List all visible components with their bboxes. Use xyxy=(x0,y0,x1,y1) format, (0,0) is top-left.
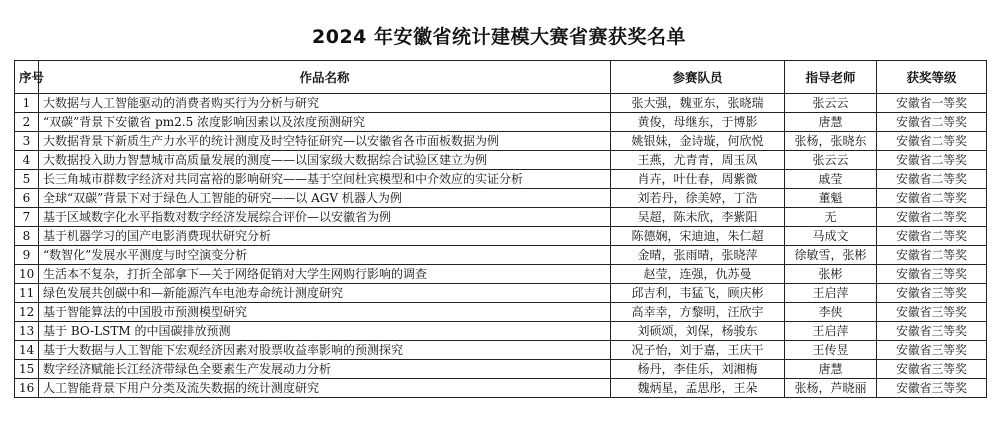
award-level: 安徽省一等奖 xyxy=(877,94,987,113)
team-members: 姚银妹，金诗璇，何欣悦 xyxy=(611,132,785,151)
award-level: 安徽省三等奖 xyxy=(877,379,987,398)
row-number: 9 xyxy=(15,246,39,265)
table-row xyxy=(15,322,987,341)
team-members: 王燕，尤青青，周玉凤 xyxy=(611,151,785,170)
table-row xyxy=(15,94,987,113)
award-level: 安徽省三等奖 xyxy=(877,265,987,284)
table-row xyxy=(15,341,987,360)
row-number: 10 xyxy=(15,265,39,284)
work-title: 人工智能背景下用户分类及流失数据的统计测度研究 xyxy=(39,379,611,398)
award-level: 安徽省三等奖 xyxy=(877,303,987,322)
award-level: 安徽省三等奖 xyxy=(877,341,987,360)
table-header-row xyxy=(15,61,987,94)
work-title: 基于区域数字化水平指数对数字经济发展综合评价—以安徽省为例 xyxy=(39,208,611,227)
award-level: 安徽省三等奖 xyxy=(877,360,987,379)
work-title: 绿色发展共创碳中和—新能源汽车电池寿命统计测度研究 xyxy=(39,284,611,303)
table-row xyxy=(15,208,987,227)
table-row xyxy=(15,246,987,265)
team-members: 肖卉，叶仕春，周紫微 xyxy=(611,170,785,189)
team-members: 黄俊，母继东，于博影 xyxy=(611,113,785,132)
work-title: 生活本不复杂，打折全部拿下—关于网络促销对大学生网购行影响的调查 xyxy=(39,265,611,284)
row-number: 6 xyxy=(15,189,39,208)
table-row xyxy=(15,227,987,246)
advisor-name: 李侠 xyxy=(785,303,877,322)
team-members: 况子怡，刘于嘉，王庆干 xyxy=(611,341,785,360)
team-members: 邱吉利，韦猛飞，顾庆彬 xyxy=(611,284,785,303)
row-number: 4 xyxy=(15,151,39,170)
row-number: 5 xyxy=(15,170,39,189)
award-level: 安徽省三等奖 xyxy=(877,322,987,341)
table-row xyxy=(15,151,987,170)
team-members: 高幸幸，方黎明，汪欣宇 xyxy=(611,303,785,322)
advisor-name: 王启萍 xyxy=(785,322,877,341)
advisor-name: 张杨，芦晓丽 xyxy=(785,379,877,398)
advisor-name: 王传昱 xyxy=(785,341,877,360)
table-row xyxy=(15,303,987,322)
advisor-name: 张云云 xyxy=(785,151,877,170)
award-level: 安徽省二等奖 xyxy=(877,170,987,189)
header-award: 获奖等级 xyxy=(877,61,987,94)
team-members: 张大强，魏亚东，张晓瑞 xyxy=(611,94,785,113)
advisor-name: 王启萍 xyxy=(785,284,877,303)
table-row xyxy=(15,132,987,151)
header-title: 作品名称 xyxy=(39,61,611,94)
award-level: 安徽省二等奖 xyxy=(877,208,987,227)
award-level: 安徽省二等奖 xyxy=(877,113,987,132)
table-row xyxy=(15,265,987,284)
advisor-name: 张杨，张晓东 xyxy=(785,132,877,151)
row-number: 7 xyxy=(15,208,39,227)
row-number: 8 xyxy=(15,227,39,246)
work-title: 长三角城市群数字经济对共同富裕的影响研究——基于空间杜宾模型和中介效应的实证分析 xyxy=(39,170,611,189)
work-title: 大数据投入助力智慧城市高质量发展的测度——以国家级大数据综合试验区建立为例 xyxy=(39,151,611,170)
header-no: 序号 xyxy=(15,61,39,94)
advisor-name: 无 xyxy=(785,208,877,227)
row-number: 3 xyxy=(15,132,39,151)
award-table xyxy=(14,60,987,398)
advisor-name: 马成文 xyxy=(785,227,877,246)
award-level: 安徽省二等奖 xyxy=(877,132,987,151)
table-row xyxy=(15,189,987,208)
work-title: 基于机器学习的国产电影消费现状研究分析 xyxy=(39,227,611,246)
advisor-name: 唐慧 xyxy=(785,360,877,379)
work-title: 基于智能算法的中国股市预测模型研究 xyxy=(39,303,611,322)
table-row xyxy=(15,360,987,379)
row-number: 14 xyxy=(15,341,39,360)
award-level: 安徽省二等奖 xyxy=(877,151,987,170)
team-members: 魏炳星，孟思彤，王朵 xyxy=(611,379,785,398)
header-team: 参赛队员 xyxy=(611,61,785,94)
header-advisor: 指导老师 xyxy=(785,61,877,94)
row-number: 12 xyxy=(15,303,39,322)
advisor-name: 戚莹 xyxy=(785,170,877,189)
work-title: 数字经济赋能长江经济带绿色全要素生产发展动力分析 xyxy=(39,360,611,379)
table-row xyxy=(15,284,987,303)
work-title: “双碳”背景下安徽省 pm2.5 浓度影响因素以及浓度预测研究 xyxy=(39,113,611,132)
row-number: 2 xyxy=(15,113,39,132)
advisor-name: 张云云 xyxy=(785,94,877,113)
work-title: 全球“双碳”背景下对于绿色人工智能的研究——以 AGV 机器人为例 xyxy=(39,189,611,208)
team-members: 陈德娴，宋迪迪，朱仁超 xyxy=(611,227,785,246)
team-members: 赵莹，连强，仇苏曼 xyxy=(611,265,785,284)
award-level: 安徽省二等奖 xyxy=(877,189,987,208)
work-title: 大数据与人工智能驱动的消费者购买行为分析与研究 xyxy=(39,94,611,113)
row-number: 1 xyxy=(15,94,39,113)
team-members: 刘若丹，徐美婷，丁浩 xyxy=(611,189,785,208)
work-title: “数智化”发展水平测度与时空演变分析 xyxy=(39,246,611,265)
advisor-name: 董魁 xyxy=(785,189,877,208)
row-number: 16 xyxy=(15,379,39,398)
advisor-name: 唐慧 xyxy=(785,113,877,132)
team-members: 金晴，张雨晴，张晓萍 xyxy=(611,246,785,265)
table-row xyxy=(15,170,987,189)
row-number: 11 xyxy=(15,284,39,303)
award-level: 安徽省二等奖 xyxy=(877,227,987,246)
advisor-name: 徐敏雪，张彬 xyxy=(785,246,877,265)
team-members: 吴超，陈未欣，李紫阳 xyxy=(611,208,785,227)
advisor-name: 张彬 xyxy=(785,265,877,284)
award-level: 安徽省二等奖 xyxy=(877,246,987,265)
award-level: 安徽省三等奖 xyxy=(877,284,987,303)
work-title: 基于 BO-LSTM 的中国碳排放预测 xyxy=(39,322,611,341)
team-members: 刘硕颂，刘保，杨骏东 xyxy=(611,322,785,341)
table-row xyxy=(15,113,987,132)
row-number: 15 xyxy=(15,360,39,379)
document-title: 2024 年安徽省统计建模大赛省赛获奖名单 xyxy=(312,26,686,48)
work-title: 基于大数据与人工智能下宏观经济因素对股票收益率影响的预测探究 xyxy=(39,341,611,360)
work-title: 大数据背景下新质生产力水平的统计测度及时空特征研究—以安徽省各市面板数据为例 xyxy=(39,132,611,151)
team-members: 杨丹，李佳乐，刘湘梅 xyxy=(611,360,785,379)
row-number: 13 xyxy=(15,322,39,341)
table-row xyxy=(15,379,987,398)
table-body xyxy=(15,94,987,398)
